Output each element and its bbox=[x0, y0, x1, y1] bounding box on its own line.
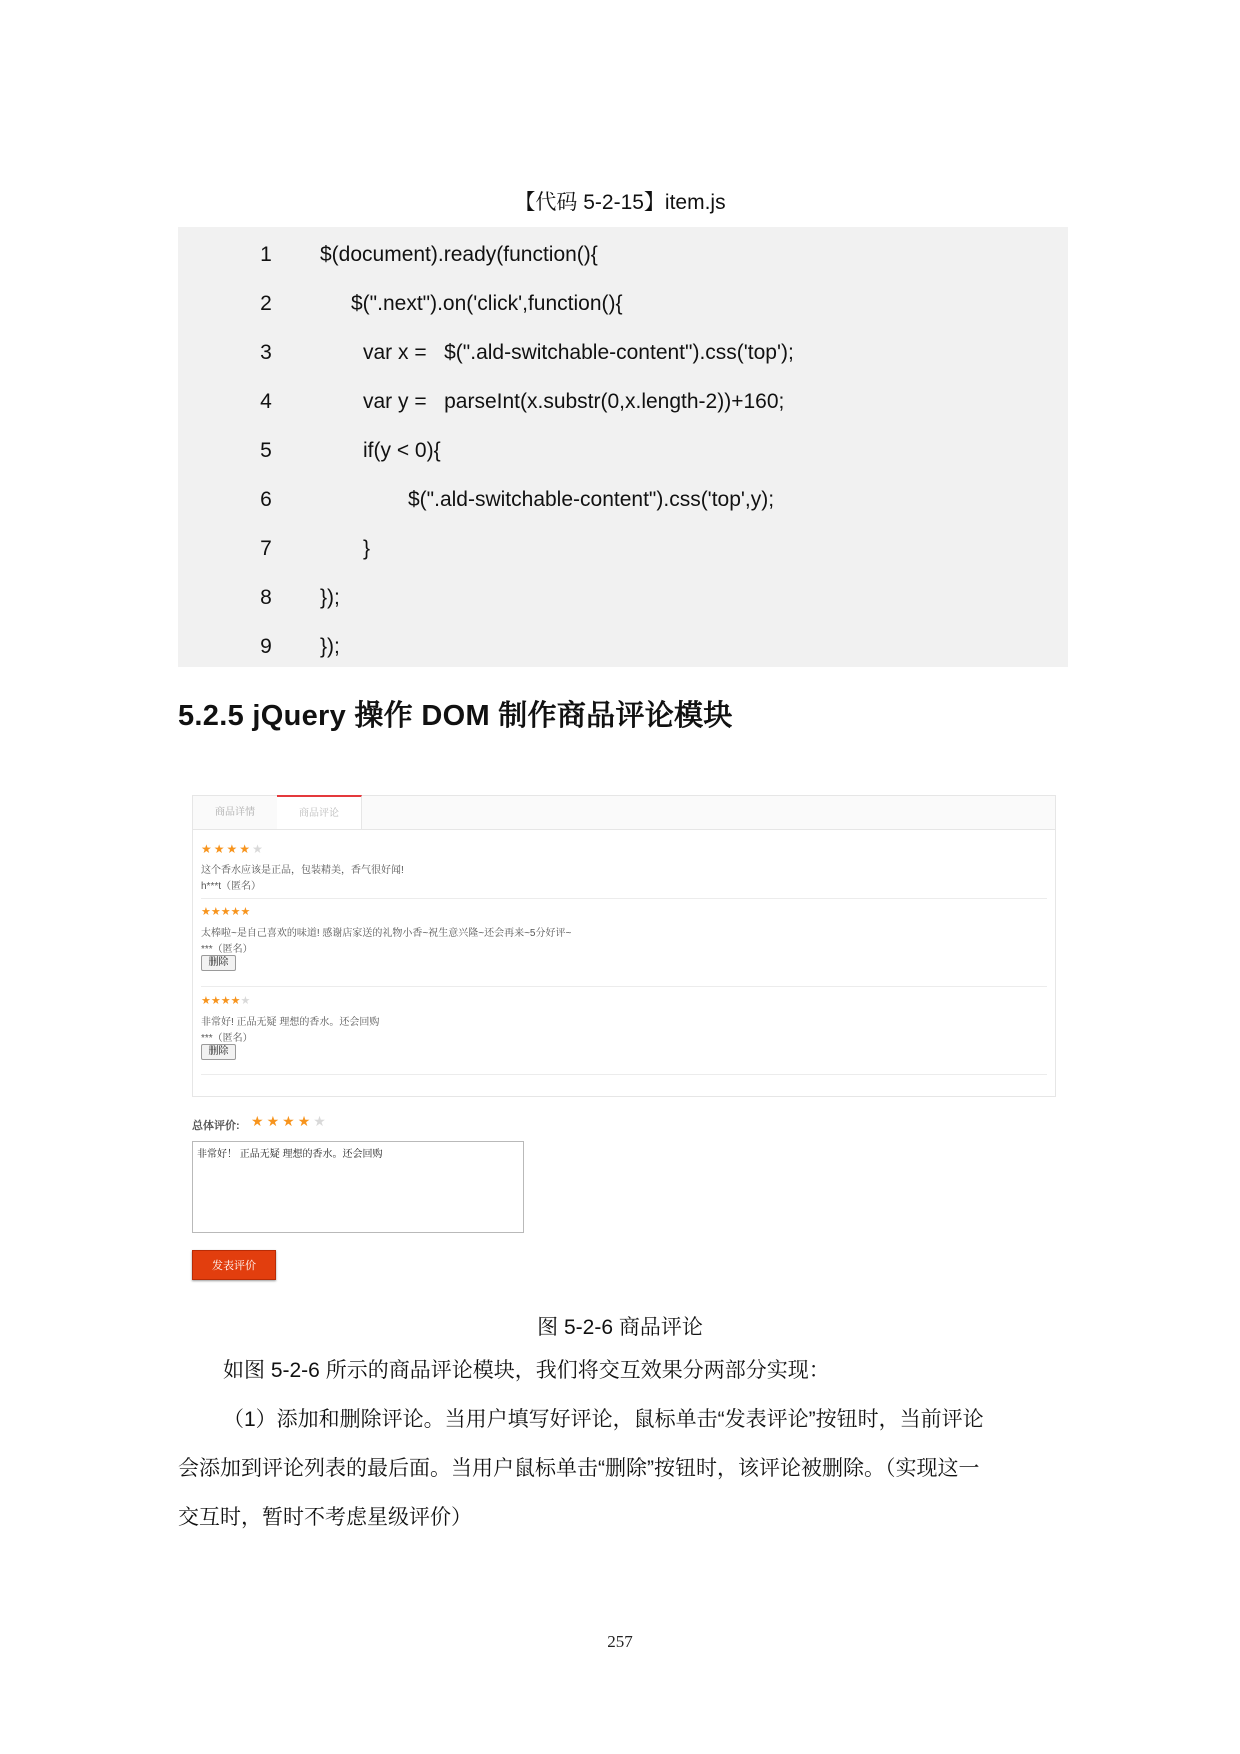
star-filled-icon: ★ bbox=[240, 906, 251, 918]
line-number: 4 bbox=[260, 390, 272, 413]
star-filled-icon: ★ bbox=[230, 906, 241, 918]
line-number: 5 bbox=[260, 439, 272, 462]
code-text: $(".ald-switchable-content").css('top',y); bbox=[408, 488, 775, 511]
code-text: $(".next").on('click',function(){ bbox=[351, 292, 623, 315]
tab-product-details[interactable]: 商品详情 bbox=[215, 807, 255, 818]
body-paragraph: 如图 5-2-6 所示的商品评论模块，我们将交互效果分两部分实现： bbox=[223, 1359, 830, 1382]
line-number: 3 bbox=[260, 341, 272, 364]
review-user: h***t（匿名） bbox=[201, 881, 262, 892]
code-text: var x = $(".ald-switchable-content").css('top'); bbox=[363, 341, 794, 364]
star-filled-icon: ★ bbox=[226, 842, 240, 856]
star-filled-icon: ★ bbox=[282, 1113, 298, 1129]
body-paragraph: 交互时，暂时不考虑星级评价） bbox=[178, 1506, 472, 1529]
review-module-figure bbox=[192, 795, 1056, 1097]
review-text: 太棒啦~是自己喜欢的味道! 感谢店家送的礼物小香~祝生意兴隆~还会再来~5分好评~ bbox=[201, 928, 572, 939]
line-number: 8 bbox=[260, 586, 272, 609]
line-number: 1 bbox=[260, 243, 272, 266]
star-filled-icon: ★ bbox=[297, 1113, 314, 1129]
review-user: ***（匿名） bbox=[201, 944, 253, 955]
code-line bbox=[178, 328, 1068, 377]
star-filled-icon: ★ bbox=[201, 842, 214, 856]
line-number: 7 bbox=[260, 537, 272, 560]
star-filled-icon: ★ bbox=[239, 842, 253, 856]
star-empty-icon: ★ bbox=[252, 842, 265, 856]
overall-rating-stars[interactable] bbox=[251, 1113, 329, 1130]
star-filled-icon: ★ bbox=[201, 906, 211, 918]
code-line bbox=[178, 377, 1068, 426]
review-item bbox=[201, 988, 1047, 1075]
code-line bbox=[178, 279, 1068, 328]
code-block bbox=[178, 227, 1068, 667]
star-filled-icon: ★ bbox=[220, 995, 231, 1007]
review-textarea[interactable]: 非常好！ 正品无疑 理想的香水。还会回购 bbox=[192, 1141, 524, 1233]
review-item bbox=[201, 899, 1047, 987]
code-text: } bbox=[363, 537, 371, 560]
page-number: 257 bbox=[607, 1632, 633, 1651]
star-filled-icon: ★ bbox=[230, 995, 241, 1007]
code-line bbox=[178, 426, 1068, 475]
star-filled-icon: ★ bbox=[210, 995, 221, 1007]
star-filled-icon: ★ bbox=[201, 995, 211, 1007]
star-filled-icon: ★ bbox=[266, 1113, 283, 1129]
star-empty-icon: ★ bbox=[240, 995, 251, 1007]
tab-product-reviews[interactable]: 商品评论 bbox=[277, 795, 362, 829]
star-filled-icon: ★ bbox=[210, 906, 221, 918]
code-caption: 【代码 5-2-15】item.js bbox=[514, 191, 726, 214]
code-line bbox=[178, 573, 1068, 622]
delete-button[interactable]: 删除 bbox=[201, 955, 236, 971]
section-heading: 5.2.5 jQuery 操作 DOM 制作商品评论模块 bbox=[178, 700, 733, 732]
review-user: ***（匿名） bbox=[201, 1033, 253, 1044]
code-text: $(document).ready(function(){ bbox=[320, 243, 598, 266]
review-text: 非常好! 正品无疑 理想的香水。还会回购 bbox=[201, 1017, 380, 1028]
code-text: }); bbox=[320, 586, 340, 609]
code-text: var y = parseInt(x.substr(0,x.length-2))+160; bbox=[363, 390, 785, 413]
code-line bbox=[178, 622, 1068, 671]
overall-rating-label: 总体评价: bbox=[192, 1120, 240, 1132]
star-filled-icon: ★ bbox=[251, 1113, 267, 1129]
star-filled-icon: ★ bbox=[220, 906, 231, 918]
body-paragraph: （1）添加和删除评论。当用户填写好评论，鼠标单击“发表评论”按钮时，当前评论 bbox=[223, 1408, 984, 1431]
code-text: }); bbox=[320, 635, 340, 658]
code-line bbox=[178, 230, 1068, 279]
tab-bar bbox=[193, 796, 1055, 830]
review-item bbox=[201, 834, 1047, 899]
line-number: 6 bbox=[260, 488, 272, 511]
rating-stars bbox=[201, 994, 250, 1007]
rating-stars bbox=[201, 842, 265, 856]
delete-button[interactable]: 删除 bbox=[201, 1044, 236, 1060]
star-empty-icon: ★ bbox=[313, 1113, 329, 1129]
submit-review-button[interactable]: 发表评价 bbox=[192, 1250, 276, 1280]
line-number: 9 bbox=[260, 635, 272, 658]
code-text: if(y < 0){ bbox=[363, 439, 441, 462]
body-paragraph: 会添加到评论列表的最后面。当用户鼠标单击“删除”按钮时，该评论被删除。（实现这一 bbox=[178, 1457, 980, 1480]
code-line bbox=[178, 475, 1068, 524]
figure-caption: 图 5-2-6 商品评论 bbox=[537, 1316, 703, 1339]
star-filled-icon: ★ bbox=[213, 842, 227, 856]
rating-stars bbox=[201, 905, 250, 918]
line-number: 2 bbox=[260, 292, 272, 315]
review-text: 这个香水应该是正品，包装精美，香气很好闻! bbox=[201, 865, 404, 876]
code-line bbox=[178, 524, 1068, 573]
